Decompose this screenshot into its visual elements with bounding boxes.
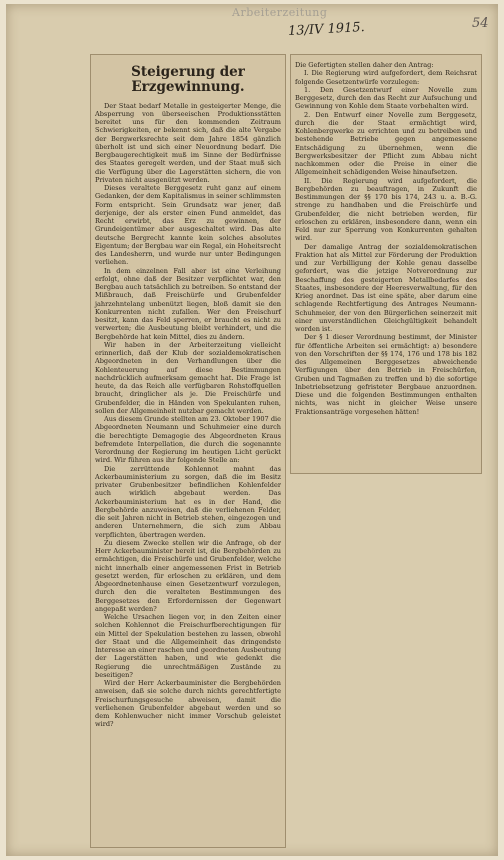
paragraph: Aus diesem Grunde stellten am 23. Oktober 1907 die Abgeordneten Neumann und Schuhmeier eine durch die berechtigte Demagogie des Abgeordneten Kraus befremdete Interpellation, die durch die sogenannte Verordnung der Regierung im heutigen Licht gerückt wird. Wir führen aus ihr folgende Stelle an: <box>95 415 281 465</box>
quoted-paragraph: Wird der Herr Ackerbauminister die Bergbehörden anweisen, daß sie solche durch nichts gerechtfertigte Freischurfungsgesuche abweisen, damit die verliehenen Grubenfelder abgebaut werden und so dem Kohlenwucher nicht immer Vorschub geleistet wird? <box>95 679 281 729</box>
article-clipping-left-column <box>90 54 286 848</box>
paragraph: I. Die Regierung wird aufgefordert, dem Reichsrat folgende Gesetzentwürfe vorzulegen: <box>295 69 477 86</box>
quoted-paragraph: Welche Ursachen liegen vor, in den Zeiten einer solchen Kohlennot die Freischurfberechtigungen für ein Mittel der Spekulation bestehen zu lassen, obwohl der Staat und die Allgemeinheit das dringendste Interesse an einer raschen und geordneten Ausbeutung der Lagerstätten haben, und wie gedenkt die Regierung die unrechtmäßigen Zustände zu beseitigen? <box>95 613 281 679</box>
paragraph: Der damalige Antrag der sozialdemokratischen Fraktion hat als Mittel zur Förderung der Produktion und zur Verbilligung der Kohle genau dasselbe gefordert, was die jetzige Notverordnung zur Beschaffung des gesteigerten Metallbedarfes des Staates, insbesondere der Heeresverwaltung, für den Krieg anordnet. Das ist eine späte, aber darum eine schlagende Rechtfertigung des Antrages Neumann-Schuhmeier, der von den Bürgerlichen seinerzeit mit einer unverständlichen Gleichgültigkeit behandelt worden ist. <box>295 242 477 333</box>
paragraph: In dem einzelnen Fall aber ist eine Verleihung erfolgt, ohne daß der Besitzer verpflichtet war, den Bergbau auch tatsächlich zu betreiben. So entstand der Mißbrauch, daß Freischürfe und Grubenfelder jahrzehntelang unbenützt liegen, bloß damit sie den Konkurrenten nicht zufallen. Wer den Freischurf besitzt, kann das Feld sperren, er braucht es nicht zu verwerten; die Ausbeutung bleibt verhindert, und die Bergbehörde hat kein Mittel, dies zu ändern. <box>95 266 281 341</box>
article-body-left <box>95 102 281 729</box>
paragraph: 2. Den Entwurf einer Novelle zum Berggesetz, durch die der Staat ermächtigt wird, Kohlenbergwerke zu errichten und zu betreiben und bestehende Betriebe gegen angemessene Entschädigung zu übernehmen, wenn die Bergwerksbesitzer der Pflicht zum Abbau nicht nachkommen oder die Preise in einer die Allgemeinheit schädigenden Weise hinaufsetzen. <box>295 110 477 177</box>
paragraph: II. Die Regierung wird aufgefordert, die Bergbehörden zu beauftragen, in Zukunft die Bestimmungen der §§ 170 bis 174, 243 u. a. B.-G. strenge zu handhaben und die Freischürfe und Grubenfelder, die nicht betrieben werden, für erloschen zu erklären, insbesondere dann, wenn ein Feld nur zur Sperrung von Konkurrenten gehalten wird. <box>295 176 477 243</box>
quoted-paragraph: Die zerrüttende Kohlennot mahnt das Ackerbauministerium zu sorgen, daß die im Besitz privater Grubenbesitzer befindlichen Kohlenfelder auch wirklich abgebaut werden. Das Ackerbauministerium hat es in der Hand, die Bergbehörde anzuweisen, daß die verliehenen Felder, die seit Jahren nicht in Betrieb stehen, eingezogen und anderen Unternehmern, die sich zum Abbau verpflichten, übertragen werden. <box>95 464 281 539</box>
paragraph: 1. Den Gesetzentwurf einer Novelle zum Berggesetz, durch den das Recht zur Aufsuchung und Gewinnung von Kohle dem Staate vorbehalten wird. <box>295 85 477 111</box>
paragraph: Der § 1 dieser Verordnung bestimmt, der Minister für öffentliche Arbeiten sei ermächtigt: a) besondere von den Vorschriften der §§ 174, 176 und 178 bis 182 des Allgemeinen Berggesetzes abweichende Verfügungen über den Betrieb in Freischürfen, Gruben und Tagmaßen zu treffen und b) die sofortige Inbetriebsetzung gefristeter Bergbaue anzuordnen. Diese und die folgenden Bestimmungen enthalten nichts, was nicht in gleicher Weise unsere Fraktionsanträge vorgesehen hätten! <box>295 333 477 416</box>
paragraph: Der Staat bedarf Metalle in gesteigerter Menge, die Absperrung von überseeischen Produktionsstätten bereitet uns für den kommenden Zeitraum Schwierigkeiten, er bekennt sich, daß die alte Vergabe der Bergwerksrechte seit dem Jahre 1854 gänzlich überholt ist und sich einer Neuordnung bedarf. Die Bergbaugerechtigkeit muß im Sinne der Bedürfnisse des Staates geregelt werden, und der Staat muß sich die Verfügung über die Lagerstätten sichern, die von Privaten nicht ausgenützt werden. <box>95 101 281 184</box>
handwritten-page-number: 54 <box>472 16 489 31</box>
article-body-right <box>295 61 477 416</box>
paragraph: Dieses veraltete Berggesetz ruht ganz auf einem Gedanken, der dem Kapitalismus in seiner schlimmsten Form entspricht. Sein Grundsatz war jener, daß derjenige, der als erster einen Fund anmeldet, das Recht erwirbt, das Erz zu gewinnen, der Grundeigentümer aber ausgeschaltet wird. Das alte deutsche Bergrecht kannte kein solches absolutes Eigentum; der Bergbau war ein Regal, ein Hoheitsrecht des Landesherrn, und wurde nur unter Bedingungen verliehen. <box>95 184 281 267</box>
newspaper-masthead: Arbeiterzeitung <box>232 6 328 19</box>
newspaper-header-strip <box>228 6 428 20</box>
handwritten-date: 13/IV 1915. <box>287 20 366 39</box>
paragraph: Die Gefertigten stellen daher den Antrag: <box>295 61 434 69</box>
quoted-paragraph: Zu diesem Zwecke stellen wir die Anfrage, ob der Herr Ackerbauminister bereit ist, die Bergbehörden zu ermächtigen, die Freischürfe und Grubenfelder, welche nicht innerhalb einer angemessenen Frist in Betrieb gesetzt werden, für erloschen zu erklären, und dem Abgeordnetenhause einen Gesetzentwurf vorzulegen, durch den die veralteten Bestimmungen des Berggesetzes den Erfordernissen der Gegenwart angepaßt werden? <box>95 538 281 613</box>
paragraph: Wir haben in der Arbeiterzeitung vielleicht erinnerlich, daß der Klub der sozialdemokratischen Abgeordneten in den Verhandlungen über die Kohlenteuerung auf diese Bestimmungen nachdrücklich aufmerksam gemacht hat. Die Frage ist heute, da das Reich alle verfügbaren Rohstoffquellen braucht, dringlicher als je. Die Freischürfe und Grubenfelder, die in Händen von Spekulanten ruhen, sollen der Allgemeinheit nutzbar gemacht werden. <box>95 340 281 415</box>
article-clipping-right-column <box>290 54 482 474</box>
article-title: Steigerung der Erzgewinnung. <box>131 64 245 95</box>
archive-sheet <box>6 4 498 856</box>
